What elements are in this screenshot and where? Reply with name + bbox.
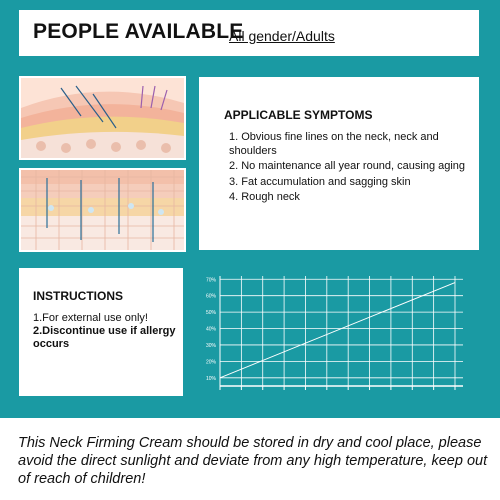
- series-line: [220, 283, 455, 378]
- header-card: [19, 10, 479, 56]
- instruction-line-2: 2.Discontinue use if allergy occurs: [33, 325, 176, 350]
- instructions-title: INSTRUCTIONS: [33, 289, 123, 303]
- storage-notice: This Neck Firming Cream should be stored in dry and cool place, please avoid the direct sunlight and deviate from any high temperature, keep out of reach of children!: [18, 435, 488, 487]
- symptoms-title: APPLICABLE SYMPTOMS: [224, 108, 373, 122]
- y-tick-label: 10%: [205, 375, 216, 382]
- symptom-item: 1. Obvious fine lines on the neck, neck and shoulders: [229, 131, 439, 157]
- y-tick-label: 70%: [205, 277, 216, 284]
- symptom-item: 2. No maintenance all year round, causing aging: [229, 160, 466, 172]
- symptom-item: 4. Rough neck: [229, 191, 300, 203]
- symptoms-list: [229, 131, 469, 207]
- y-tick-label: 60%: [205, 293, 216, 300]
- symptom-item: 3. Fat accumulation and sagging skin: [229, 175, 411, 188]
- skin-illustration-bottom: [19, 168, 186, 252]
- instructions-card: [19, 268, 183, 396]
- symptoms-card: [199, 77, 479, 250]
- skin-illustration-top: [19, 76, 186, 160]
- page-subtitle: All gender/Adults: [229, 28, 335, 44]
- y-tick-label: 30%: [205, 342, 216, 349]
- y-tick-label: 20%: [205, 359, 216, 366]
- improvement-chart: [200, 268, 480, 401]
- instruction-line-1: 1.For external use only!: [33, 312, 148, 324]
- y-tick-label: 40%: [205, 326, 216, 333]
- page-title: PEOPLE AVAILABLE: [33, 20, 244, 43]
- y-tick-label: 50%: [205, 310, 216, 317]
